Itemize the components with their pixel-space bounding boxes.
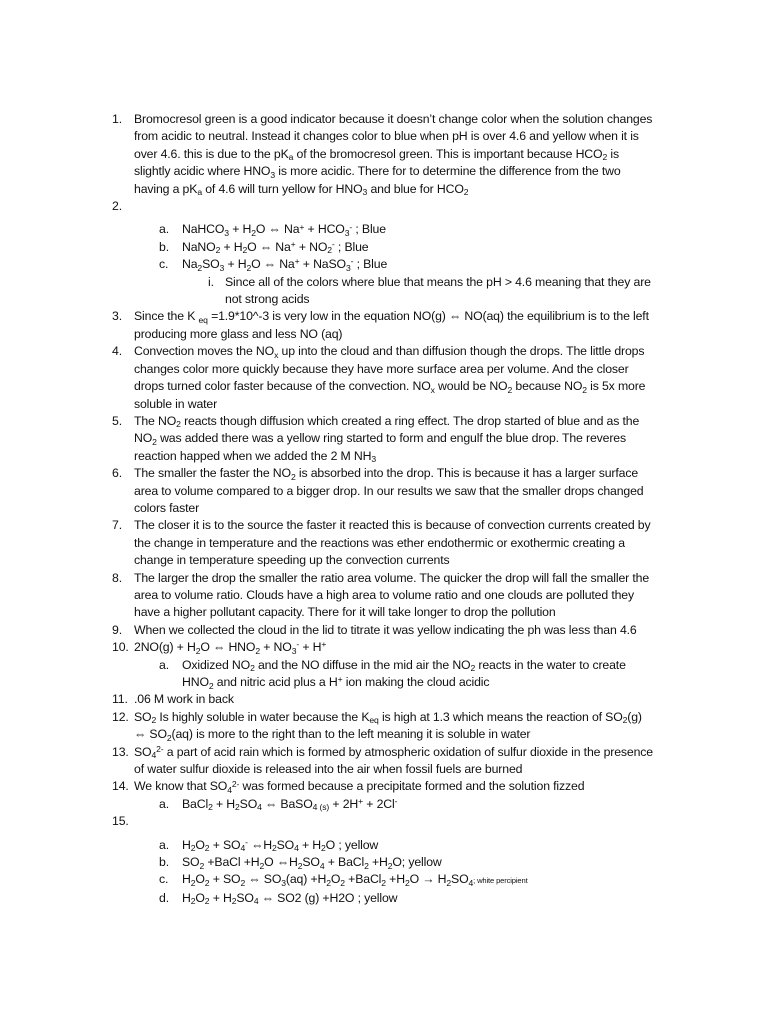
sub-item-text: $H_2O_2 + H_2SO_4$ ⇔ SO2 (g) +H2O ; yellow bbox=[182, 890, 398, 907]
answer-list bbox=[112, 111, 657, 907]
sub-item-letter: c. bbox=[159, 257, 169, 272]
item-number: 2. bbox=[112, 199, 122, 214]
sub-item-letter: d. bbox=[159, 890, 169, 905]
sub-item-text: Oxidized $NO_2$ and the NO diffuse in the mid air the $NO_2$ reacts in the water to create $HNO_2$ and nitric acid plus a H+ ion making the cloud acidic bbox=[182, 657, 626, 691]
item-text: The larger the drop the smaller the ratio area volume. The quicker the drop will fall the smaller the area to volume ratio. Clouds have a high area to volume ratio and one clouds are polluted they have a higher pollutant capacity. There for it will take longer to drop the pollution bbox=[134, 570, 650, 620]
list-item bbox=[112, 413, 657, 465]
item-number: 3. bbox=[112, 309, 122, 324]
sub-item bbox=[112, 837, 657, 854]
item-number: 13. bbox=[112, 744, 129, 759]
sub-sub-item-numeral: i. bbox=[208, 274, 214, 289]
sub-item bbox=[112, 796, 657, 813]
item-number: 9. bbox=[112, 622, 122, 637]
item-text bbox=[134, 199, 137, 213]
sub-item-text: NaHCO$_3$ + $H_2O$ ⇔ $Na^+ + HCO_3^-$ ; Blue bbox=[182, 221, 386, 239]
list-item bbox=[112, 465, 657, 517]
item-number: 14. bbox=[112, 779, 129, 794]
item-number: 12. bbox=[112, 709, 129, 724]
sub-item-letter: b. bbox=[159, 855, 169, 870]
item-text: Convection moves the $NO_x$ up into the cloud and than diffusion though the drops. The little drops changes color more quickly because they have more surface area per volume. And the closer drops turned color faster because of the convection. $NO_x$ would be $NO_2$ because $NO_2$ is 5x more soluble in water bbox=[134, 344, 646, 411]
sub-item-text: BaCl$_2$ + $H_2SO_4$ ⇔ BaSO$_{4 (s)}$ + 2H+ + 2Cl- bbox=[182, 795, 398, 813]
item-text: .06 M work in back bbox=[134, 692, 234, 707]
item-number: 10. bbox=[112, 640, 129, 655]
list-item bbox=[112, 709, 657, 744]
list-item bbox=[112, 198, 657, 215]
list-item bbox=[112, 639, 657, 656]
list-item bbox=[112, 813, 657, 830]
item-text: We know that $SO_4^{2-}$ was formed because a precipitate formed and the solution fizzed bbox=[134, 778, 585, 796]
sub-item-letter: a. bbox=[159, 837, 169, 852]
item-text: When we collected the cloud in the lid to titrate it was yellow indicating the ph was less than 4.6 bbox=[134, 622, 637, 637]
item-text: Bromocresol green is a good indicator because it doesn’t change color when the solution changes from acidic to neutral. Instead it changes color to blue when pH is over 4.6 and yellow when it is over 4.6. this is due to the $pK_a$ of the bromocresol green. This is important because $HCO_2$ is slightly acidic where $HNO_3$ is more acidic. There for to determine the difference from the two having a $pK_a$ of 4.6 will turn yellow for $HNO_3$ and blue for $HCO_2$ bbox=[134, 112, 653, 198]
sub-item bbox=[112, 657, 657, 692]
item-text: $SO_4^{2-}$ a part of acid rain which is formed by atmospheric oxidation of sulfur dioxide in the presence of water sulfur dioxide is released into the air when fossil fuels are burned bbox=[134, 743, 653, 777]
item-text: $2NO(g) + H_2O$ ⇔ $HNO_2 + NO_3^- + H^+$ bbox=[134, 639, 327, 656]
item-text: The smaller the faster the $NO_2$ is absorbed into the drop. This is because it has a larger surface area to volume compared to a bigger drop. In our results we saw that the smaller drops changed colors faster bbox=[134, 466, 644, 515]
item-number: 4. bbox=[112, 344, 122, 359]
item-text: $SO_2$ Is highly soluble in water because the $K_{eq}$ is high at 1.3 which means the reaction of $SO_2(g)$ ⇔ $SO_2(aq)$ is more to the right than to the left meaning it is soluble in water bbox=[134, 709, 642, 743]
sub-sub-item bbox=[112, 274, 657, 309]
sub-item-letter: a. bbox=[159, 796, 169, 811]
sub-item bbox=[112, 854, 657, 871]
sub-item-letter: b. bbox=[159, 239, 169, 254]
list-item bbox=[112, 778, 657, 795]
sub-item-text: $H_2O_2 + SO_2$ ⇔ $SO_3(aq) +H_2O_2$ +BaCl$_2$ $+H_2O \to H_2SO_4$; white percipient bbox=[182, 872, 528, 889]
list-item bbox=[112, 622, 657, 639]
sub-item bbox=[112, 256, 657, 273]
sub-item-text: $H_2O_2 + SO_4^-$ $\Leftrightarrow H_2SO_4 + H_2O$ ; yellow bbox=[182, 836, 379, 854]
sub-item bbox=[112, 221, 657, 238]
item-number: 8. bbox=[112, 570, 122, 585]
sub-item-text: $Na_2SO_3 + H_2O$ ⇔ Na+ + NaSO$_3$- ; Blue bbox=[182, 256, 388, 273]
sub-item-text: $SO_2$ +BaCl $+H_2O$ $\Leftrightarrow H_2SO_4$ + BaCl$_2$ $+H_2O$; yellow bbox=[182, 855, 442, 871]
item-number: 15. bbox=[112, 814, 129, 829]
list-item bbox=[112, 111, 657, 198]
sub-item bbox=[112, 239, 657, 256]
item-number: 6. bbox=[112, 466, 122, 481]
list-item bbox=[112, 691, 657, 708]
sub-item-text: NaNO$_2$ + $H_2O$ ⇔ $Na^+ + NO_2^-$ ; Blue bbox=[182, 238, 369, 256]
list-item bbox=[112, 570, 657, 622]
list-item bbox=[112, 343, 657, 413]
sub-item-letter: c. bbox=[159, 872, 169, 887]
sub-sub-item-text: Since all of the colors where blue that means the pH > 4.6 meaning that they are not strong acids bbox=[225, 274, 651, 307]
sub-item-letter: a. bbox=[159, 222, 169, 237]
sub-item-letter: a. bbox=[159, 657, 169, 672]
list-item bbox=[112, 308, 657, 343]
sub-item bbox=[112, 871, 657, 889]
item-number: 1. bbox=[112, 112, 122, 126]
item-text: The closer it is to the source the faster it reacted this is because of convection currents created by the change in temperature and the reactions was ether endothermic or exothermic creating a change in temperature speeding up the convection currents bbox=[134, 518, 651, 568]
sub-item bbox=[112, 890, 657, 907]
list-item bbox=[112, 517, 657, 569]
item-number: 11. bbox=[112, 692, 128, 707]
item-text: The $NO_2$ reacts though diffusion which created a ring effect. The drop started of blue and as the $NO_2$ was added there was a yellow ring started to form and engulf the blue drop. The reveres reaction happed when we added the 2 M $NH_3$ bbox=[134, 413, 640, 465]
item-number: 7. bbox=[112, 518, 122, 533]
item-text: Since the K $_{eq}$ =1.9*10^-3 is very low in the equation NO(g) ⇔ NO(aq) the equilibrium is to the left producing more glass and less NO (aq) bbox=[134, 309, 649, 341]
item-number: 5. bbox=[112, 413, 122, 428]
item-text bbox=[134, 814, 137, 828]
list-item bbox=[112, 744, 657, 779]
